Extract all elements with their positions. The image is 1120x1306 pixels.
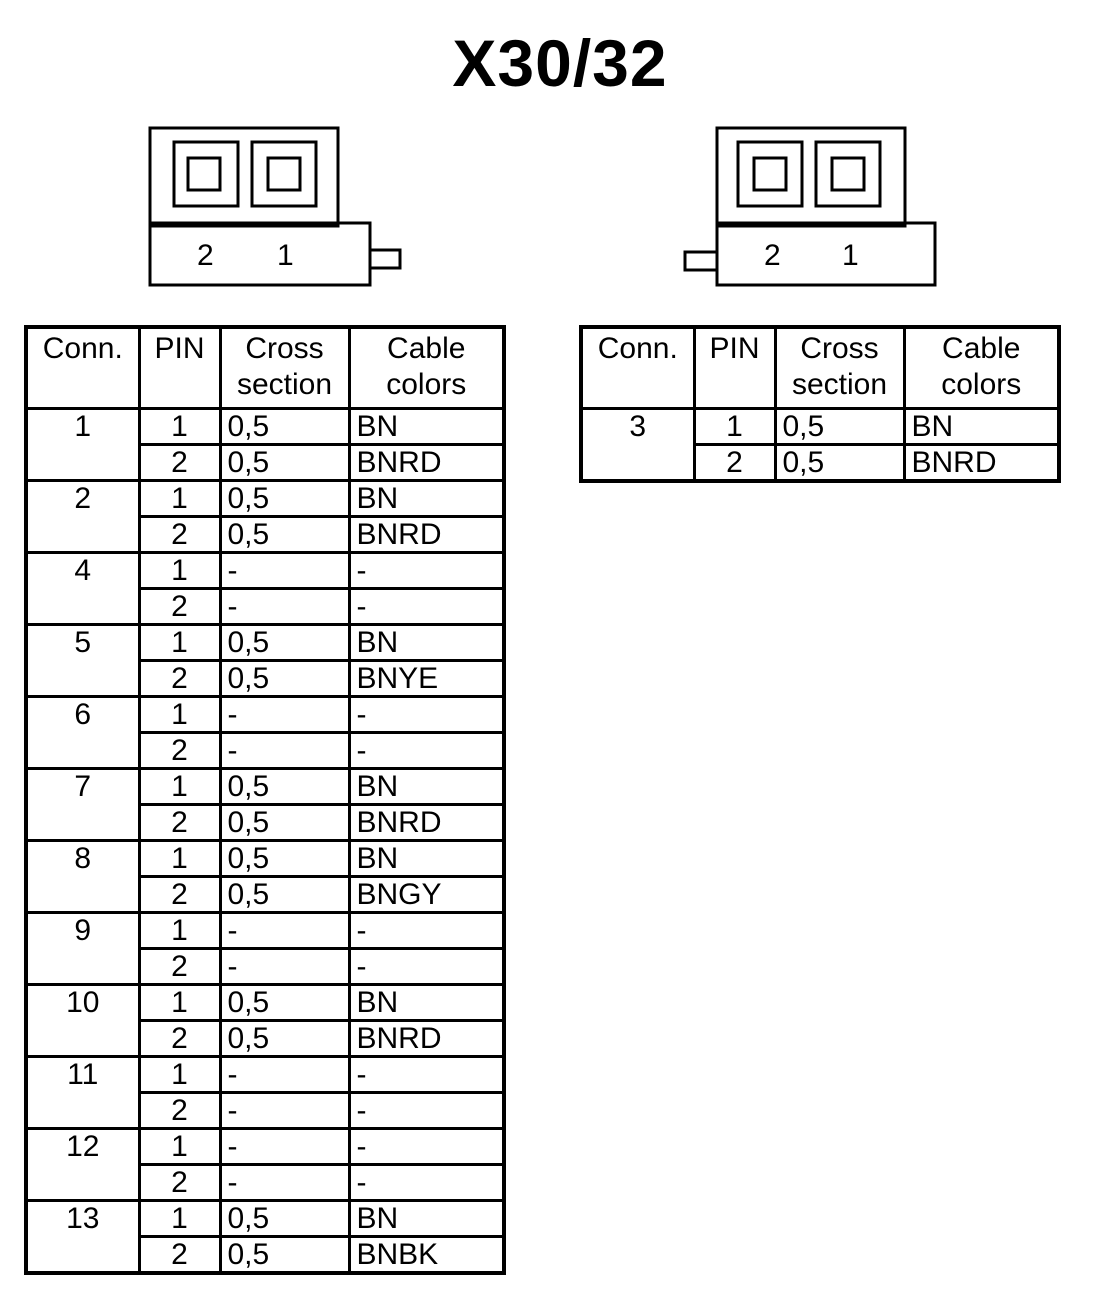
connector-right-drawing bbox=[680, 120, 960, 295]
cell-cable-color: - bbox=[349, 913, 504, 949]
cell-pin: 2 bbox=[139, 1093, 220, 1129]
cell-pin: 1 bbox=[139, 1129, 220, 1165]
cell-cable-color: BN bbox=[349, 985, 504, 1021]
cell-cable-color: - bbox=[349, 1093, 504, 1129]
connector-tab bbox=[685, 252, 717, 270]
cell-pin: 2 bbox=[139, 661, 220, 697]
cell-cross-section: 0,5 bbox=[220, 1021, 349, 1057]
cell-conn: 11 bbox=[26, 1057, 139, 1129]
cell-cable-color: BNYE bbox=[349, 661, 504, 697]
cell-pin: 1 bbox=[139, 625, 220, 661]
cell-cross-section: 0,5 bbox=[220, 1201, 349, 1237]
cell-conn: 3 bbox=[581, 409, 694, 482]
table-row bbox=[26, 913, 504, 949]
cell-cross-section: - bbox=[220, 949, 349, 985]
table-row bbox=[581, 409, 1059, 445]
table-row bbox=[26, 841, 504, 877]
cell-cross-section: - bbox=[220, 733, 349, 769]
cell-cross-section: 0,5 bbox=[775, 445, 904, 482]
cell-conn: 4 bbox=[26, 553, 139, 625]
cell-conn: 5 bbox=[26, 625, 139, 697]
pin-socket-inner bbox=[268, 158, 300, 190]
cell-pin: 1 bbox=[139, 913, 220, 949]
cell-cable-color: BN bbox=[349, 841, 504, 877]
cell-cross-section: 0,5 bbox=[775, 409, 904, 445]
cell-cable-color: - bbox=[349, 697, 504, 733]
pin-table-left bbox=[24, 325, 506, 1275]
cell-cross-section: 0,5 bbox=[220, 841, 349, 877]
cell-cable-color: BN bbox=[349, 409, 504, 445]
cell-cable-color: BNRD bbox=[904, 445, 1059, 482]
header-cross-section: Cross section bbox=[775, 327, 904, 409]
cell-cross-section: - bbox=[220, 697, 349, 733]
cell-cross-section: - bbox=[220, 553, 349, 589]
header-cross-section: Cross section bbox=[220, 327, 349, 409]
cell-cross-section: 0,5 bbox=[220, 661, 349, 697]
table-row bbox=[26, 1129, 504, 1165]
table-row bbox=[26, 1201, 504, 1237]
cell-pin: 2 bbox=[139, 733, 220, 769]
cell-cross-section: 0,5 bbox=[220, 805, 349, 841]
cell-conn: 2 bbox=[26, 481, 139, 553]
pin-socket-outer bbox=[816, 142, 880, 206]
cell-cable-color: BNRD bbox=[349, 445, 504, 481]
pin-label: 1 bbox=[842, 239, 859, 272]
cell-conn: 8 bbox=[26, 841, 139, 913]
cell-conn: 9 bbox=[26, 913, 139, 985]
cell-cross-section: 0,5 bbox=[220, 877, 349, 913]
pin-socket-inner bbox=[832, 158, 864, 190]
cell-pin: 1 bbox=[694, 409, 775, 445]
header-conn: Conn. bbox=[581, 327, 694, 409]
table-row bbox=[26, 769, 504, 805]
table-row bbox=[26, 625, 504, 661]
cell-conn: 13 bbox=[26, 1201, 139, 1274]
cell-pin: 2 bbox=[139, 445, 220, 481]
connector-base bbox=[150, 223, 370, 285]
table-header-row bbox=[26, 327, 504, 409]
cell-pin: 1 bbox=[139, 553, 220, 589]
cell-pin: 2 bbox=[139, 877, 220, 913]
cell-cable-color: - bbox=[349, 1165, 504, 1201]
cell-pin: 1 bbox=[139, 1201, 220, 1237]
table-row bbox=[26, 409, 504, 445]
cell-pin: 1 bbox=[139, 697, 220, 733]
table-row bbox=[26, 1057, 504, 1093]
pin-label: 2 bbox=[197, 239, 214, 272]
cell-cable-color: - bbox=[349, 589, 504, 625]
header-pin: PIN bbox=[694, 327, 775, 409]
cell-pin: 1 bbox=[139, 769, 220, 805]
pin-socket-outer bbox=[252, 142, 316, 206]
diagram-title: X30/32 bbox=[452, 26, 668, 100]
cell-cable-color: BN bbox=[349, 481, 504, 517]
cell-cross-section: 0,5 bbox=[220, 409, 349, 445]
connector-tab bbox=[370, 250, 400, 268]
cell-pin: 2 bbox=[694, 445, 775, 482]
cell-cable-color: BN bbox=[349, 1201, 504, 1237]
cell-cross-section: 0,5 bbox=[220, 481, 349, 517]
cell-cable-color: BNRD bbox=[349, 1021, 504, 1057]
pin-socket-inner bbox=[188, 158, 220, 190]
connector-base bbox=[717, 223, 935, 285]
cell-conn: 1 bbox=[26, 409, 139, 481]
cell-cable-color: BN bbox=[904, 409, 1059, 445]
cell-conn: 7 bbox=[26, 769, 139, 841]
cell-pin: 2 bbox=[139, 1021, 220, 1057]
cell-cable-color: - bbox=[349, 1129, 504, 1165]
header-pin: PIN bbox=[139, 327, 220, 409]
cell-cross-section: 0,5 bbox=[220, 985, 349, 1021]
cell-pin: 1 bbox=[139, 841, 220, 877]
cell-cross-section: 0,5 bbox=[220, 445, 349, 481]
header-conn: Conn. bbox=[26, 327, 139, 409]
cell-cable-color: BN bbox=[349, 769, 504, 805]
cell-pin: 2 bbox=[139, 1165, 220, 1201]
cell-pin: 1 bbox=[139, 481, 220, 517]
cell-cross-section: - bbox=[220, 1093, 349, 1129]
cell-pin: 1 bbox=[139, 409, 220, 445]
table-row bbox=[26, 697, 504, 733]
cell-cross-section: - bbox=[220, 1129, 349, 1165]
cell-cross-section: - bbox=[220, 589, 349, 625]
cell-cable-color: - bbox=[349, 733, 504, 769]
cell-cross-section: 0,5 bbox=[220, 1237, 349, 1274]
cell-cross-section: - bbox=[220, 1057, 349, 1093]
cell-cable-color: - bbox=[349, 1057, 504, 1093]
connector-left-drawing bbox=[140, 120, 420, 295]
cell-pin: 2 bbox=[139, 1237, 220, 1274]
cell-cable-color: BNRD bbox=[349, 805, 504, 841]
cell-cross-section: - bbox=[220, 1165, 349, 1201]
table-row bbox=[26, 481, 504, 517]
cell-pin: 2 bbox=[139, 949, 220, 985]
cell-cross-section: 0,5 bbox=[220, 625, 349, 661]
cell-pin: 2 bbox=[139, 517, 220, 553]
table-row bbox=[26, 985, 504, 1021]
cell-cable-color: - bbox=[349, 949, 504, 985]
cell-conn: 12 bbox=[26, 1129, 139, 1201]
cell-cross-section: 0,5 bbox=[220, 769, 349, 805]
cell-cross-section: - bbox=[220, 913, 349, 949]
pin-table-right bbox=[579, 325, 1061, 483]
cell-conn: 6 bbox=[26, 697, 139, 769]
pin-socket-outer bbox=[738, 142, 802, 206]
cell-cable-color: BN bbox=[349, 625, 504, 661]
cell-pin: 2 bbox=[139, 589, 220, 625]
cell-pin: 2 bbox=[139, 805, 220, 841]
pin-socket-inner bbox=[754, 158, 786, 190]
header-cable-colors: Cable colors bbox=[349, 327, 504, 409]
cell-pin: 1 bbox=[139, 985, 220, 1021]
cell-pin: 1 bbox=[139, 1057, 220, 1093]
table-header-row bbox=[581, 327, 1059, 409]
cell-cross-section: 0,5 bbox=[220, 517, 349, 553]
cell-cable-color: BNGY bbox=[349, 877, 504, 913]
header-cable-colors: Cable colors bbox=[904, 327, 1059, 409]
cell-cable-color: - bbox=[349, 553, 504, 589]
table-row bbox=[26, 553, 504, 589]
cell-cable-color: BNRD bbox=[349, 517, 504, 553]
pin-label: 1 bbox=[277, 239, 294, 272]
pin-label: 2 bbox=[764, 239, 781, 272]
cell-cable-color: BNBK bbox=[349, 1237, 504, 1274]
cell-conn: 10 bbox=[26, 985, 139, 1057]
pin-socket-outer bbox=[174, 142, 238, 206]
